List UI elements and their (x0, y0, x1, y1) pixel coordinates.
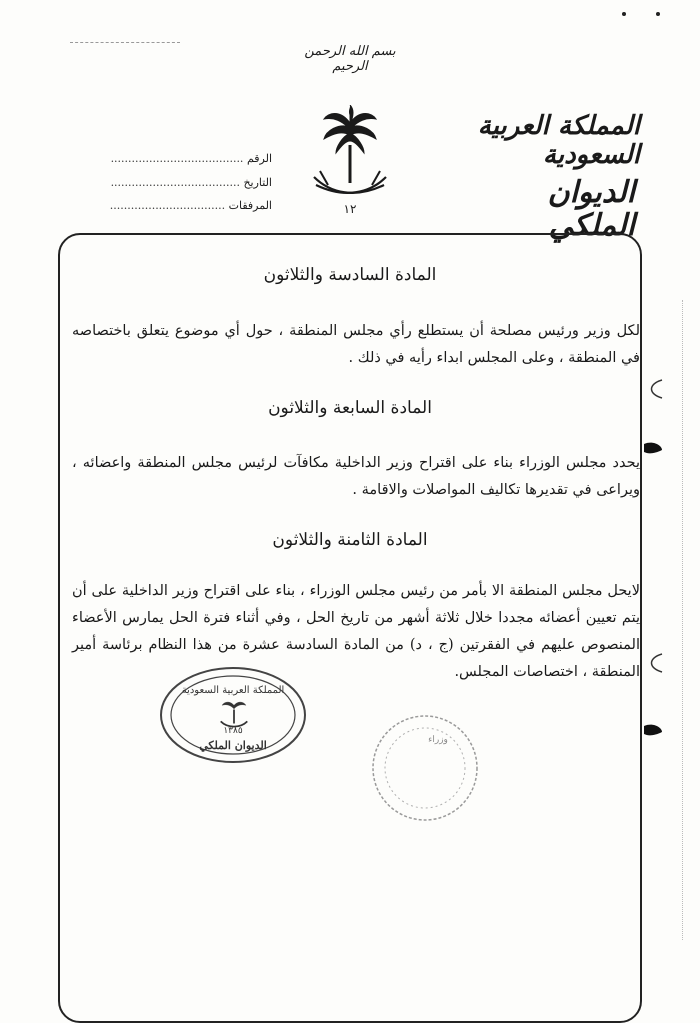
date-field (111, 176, 272, 189)
date-value: ..................................... (110, 176, 240, 189)
basmala-heading: بسم الله الرحمن الرحيم (304, 44, 396, 74)
attachments-value: ................................. (109, 199, 226, 212)
article-37-body: يحدد مجلس الوزراء بناء على اقتراح وزير الداخلية مكافآت لرئيس مجلس المنطقة واعضائه ، ويراعى في تقديرها تكاليف المواصلات والاقامة . (72, 455, 640, 498)
reference-number-label: الرقم (246, 152, 272, 165)
reference-number-value: ...................................... (110, 152, 244, 165)
attachments-label: المرفقات (228, 199, 272, 212)
article-36-title: المادة السادسة والثلاثون (263, 265, 437, 285)
hole-punch-mark-icon (644, 652, 664, 674)
hole-punch-mark-icon (644, 440, 664, 462)
scan-speck (622, 12, 626, 16)
royal-seal-year: ١٣٨٥ (223, 726, 243, 736)
hole-punch-mark-icon (644, 378, 664, 400)
royal-court-title: الديوان الملكي (547, 175, 635, 243)
emblem-number: ١٢ (343, 202, 357, 216)
scan-edge-line (682, 300, 684, 940)
article-38-body: لايحل مجلس المنطقة الا بأمر من رئيس مجلس الوزراء ، بناء على اقتراح وزير الداخلية على أن يتم تعيين أعضائه مجددا خلال ثلاثة أشهر من تاريخ الحل ، وفي أثناء فترة الحل يمارس الأعضاء المنصوص عليهم في الفقرتين (ج ، د) من المادة السادسة عشرة من هذا النظام برئاسة أمير المنطقة ، اختصاصات المجلس. (72, 583, 640, 680)
article-38-title: المادة الثامنة والثلاثون (272, 530, 428, 550)
ministry-round-stamp (363, 712, 488, 824)
date-label: التاريخ (243, 176, 272, 189)
royal-seal-bottom-text: الديوان الملكي (199, 739, 267, 752)
royal-seal-top-text: المملكة العربية السعودية (181, 685, 285, 696)
attachments-field (110, 199, 272, 212)
scan-artifact-line (70, 42, 180, 43)
royal-court-seal (158, 665, 308, 765)
kingdom-title: المملكة العربية السعودية (477, 111, 640, 170)
reference-number-field (111, 152, 272, 165)
article-37-title: المادة السابعة والثلاثون (268, 398, 432, 418)
hole-punch-mark-icon (644, 722, 664, 744)
article-36-body: لكل وزير ورئيس مصلحة أن يستطلع رأي مجلس المنطقة ، حول أي موضوع يتعلق باختصاصه في المنطقة ، وعلى المجلس ابداء رأيه في ذلك . (72, 323, 640, 366)
scan-speck (656, 12, 660, 16)
round-stamp-text: وزراء (428, 735, 448, 745)
